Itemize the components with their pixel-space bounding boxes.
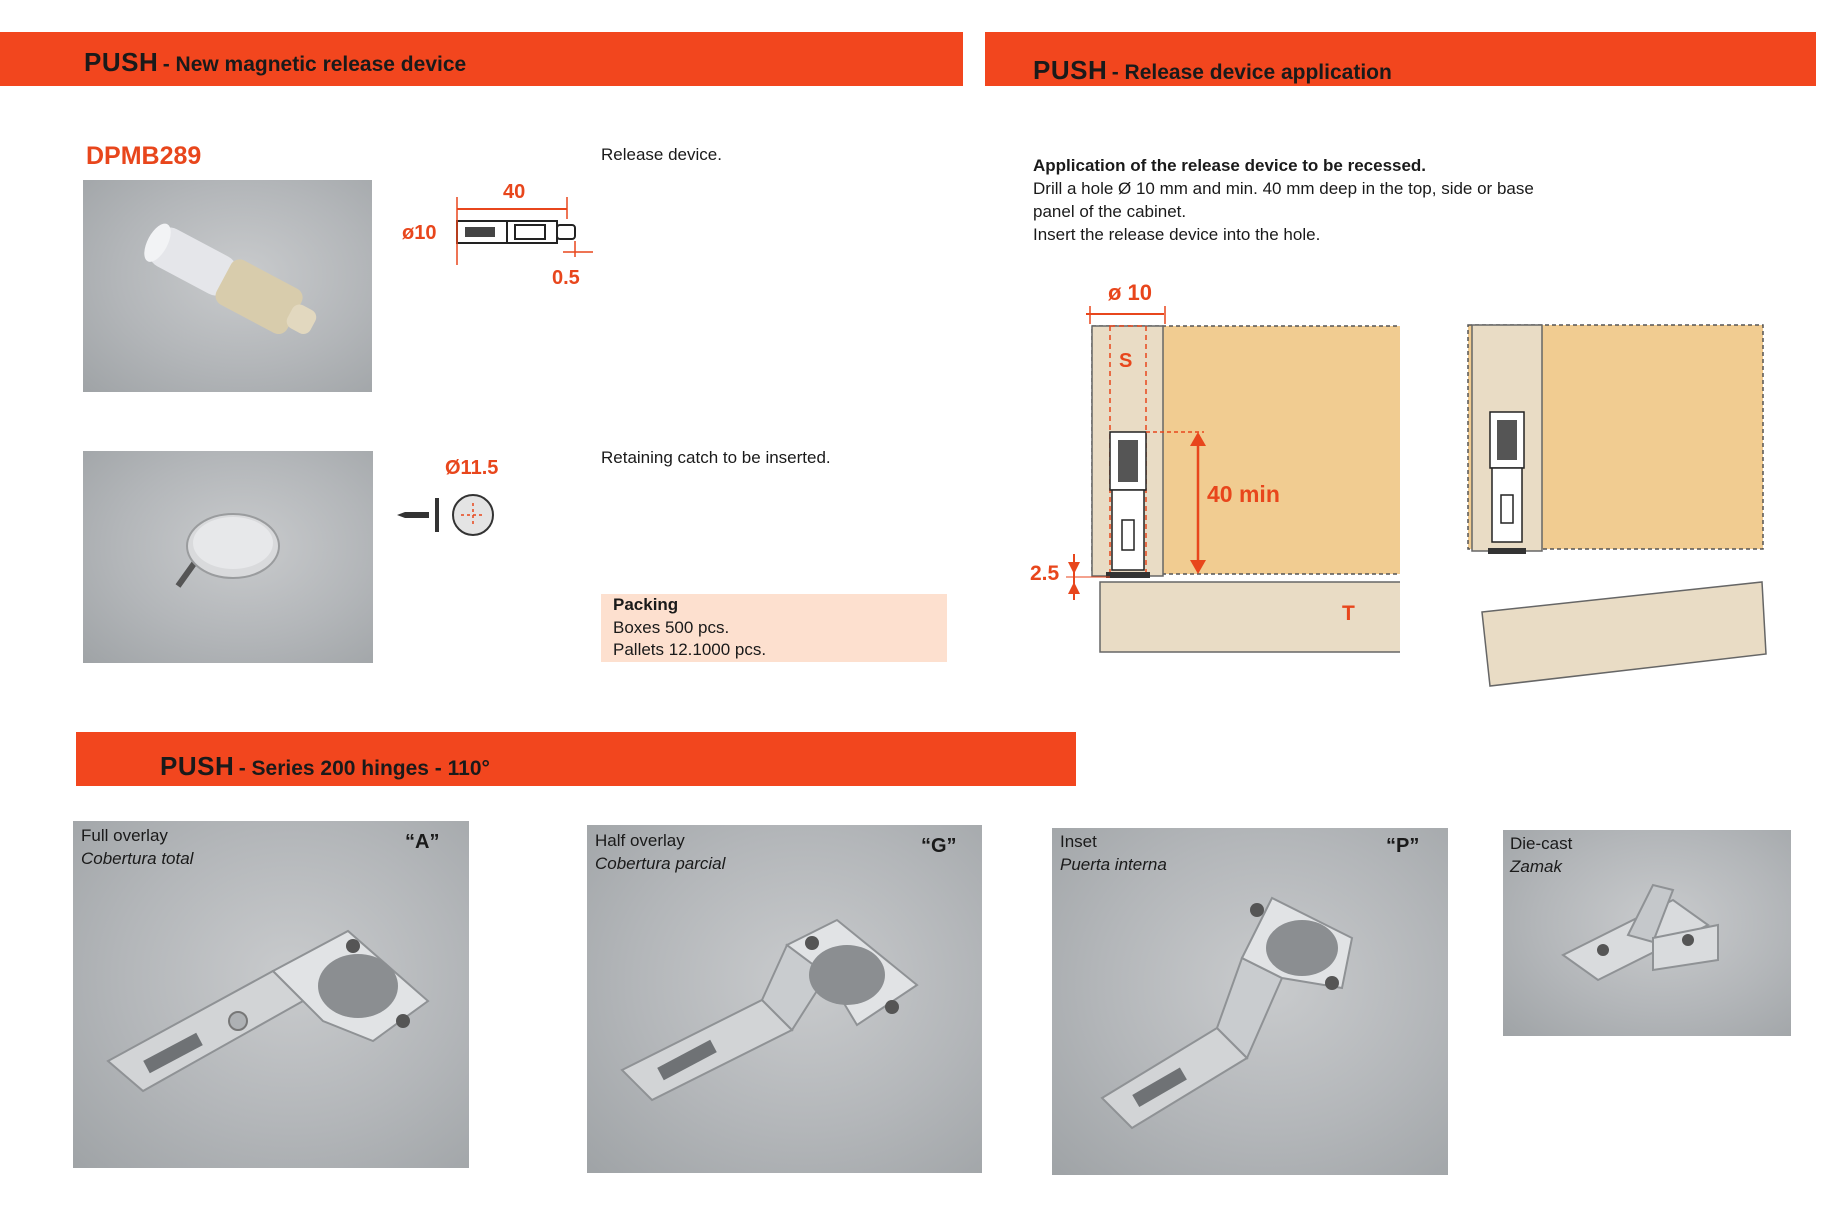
hinge-g-line1: Half overlay: [595, 831, 685, 850]
dim-catch-diameter-label: Ø11.5: [445, 457, 499, 479]
release-device-description: Release device.: [601, 145, 722, 164]
hinge-inset-icon: [1052, 828, 1448, 1175]
application-heading: Application of the release device to be recessed.: [1033, 156, 1427, 175]
retaining-catch-photo: [83, 451, 373, 663]
hinge-p-code: “P”: [1386, 835, 1420, 857]
application-line-2: panel of the cabinet.: [1033, 202, 1187, 221]
diagram-side-label: S: [1119, 350, 1133, 372]
application-line-3: Insert the release device into the hole.: [1033, 225, 1321, 244]
hinge-g-code: “G”: [921, 835, 957, 857]
header-band-application: [985, 32, 1816, 86]
packing-line-2: Pallets 12.1000 pcs.: [613, 640, 767, 659]
hinge-photo-inset: [1052, 828, 1448, 1175]
hinge-a-line2: Cobertura total: [81, 849, 194, 868]
header-band-hinges: [76, 732, 1076, 786]
application-line-1: Drill a hole Ø 10 mm and min. 40 mm deep in the top, side or base: [1033, 179, 1534, 198]
hinge-photo-full-overlay: [73, 821, 469, 1168]
dim-length-label: 40: [503, 181, 526, 203]
dim-tip-label: 0.5: [552, 267, 580, 289]
diagram-gap-label: 2.5: [1030, 562, 1060, 585]
hinge-g-line2: Cobertura parcial: [595, 854, 726, 873]
section-title-hinges: PUSH - Series 200 hinges - 110°: [160, 751, 490, 781]
section-title-magnetic: PUSH - New magnetic release device: [84, 47, 467, 77]
plate-line2: Zamak: [1510, 857, 1562, 876]
open-door-diagram: [1460, 320, 1770, 690]
retaining-catch-description: Retaining catch to be inserted.: [601, 448, 831, 467]
application-text: [1033, 154, 1733, 246]
diagram-door-label: T: [1342, 602, 1355, 625]
packing-line-1: Boxes 500 pcs.: [613, 618, 730, 637]
diagram-hole-label: ø 10: [1108, 280, 1153, 305]
hinge-p-line2: Puerta interna: [1060, 855, 1167, 874]
hinge-photo-half-overlay: [587, 825, 982, 1173]
hinge-full-overlay-icon: [73, 821, 469, 1168]
catch-dimension-drawing: [395, 480, 505, 550]
retaining-catch-image-icon: [83, 451, 373, 663]
packing-title: Packing: [613, 595, 679, 614]
section-title-application: PUSH - Release device application: [1033, 55, 1392, 85]
packing-box: [601, 594, 947, 662]
release-device-photo: [83, 180, 372, 392]
hinge-half-overlay-icon: [587, 825, 982, 1173]
hinge-a-line1: Full overlay: [81, 826, 168, 845]
diagram-depth-label: 40 min: [1207, 481, 1280, 507]
hinge-a-code: “A”: [405, 831, 440, 853]
product-code: DPMB289: [86, 142, 202, 170]
release-device-image-icon: [83, 180, 372, 392]
dim-diameter-label: ø10: [402, 222, 437, 244]
header-band-magnetic: [0, 32, 963, 86]
plate-line1: Die-cast: [1510, 834, 1573, 853]
hinge-p-line1: Inset: [1060, 832, 1097, 851]
